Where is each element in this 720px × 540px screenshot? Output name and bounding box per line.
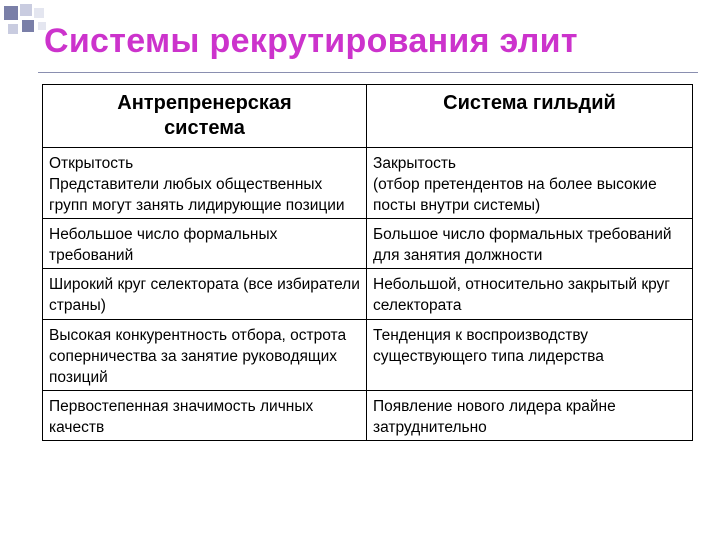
decor-square-2 — [20, 4, 32, 16]
table-cell: Высокая конкурентность отбора, острота соперничества за занятие руководящих позиций — [43, 319, 367, 390]
table-row — [43, 219, 693, 269]
table-row — [43, 319, 693, 390]
table-cell: Небольшое число формальных требований — [43, 219, 367, 269]
slide-title: Системы рекрутирования элит — [44, 22, 578, 60]
table-header-row — [43, 85, 693, 148]
table-cell: Широкий круг селектората (все избиратели страны) — [43, 269, 367, 319]
header-entrepreneurial-system: Антрепренерская система — [43, 85, 367, 148]
table-cell: Открытость Представители любых общественных групп могут занять лидирующие позиции — [43, 148, 367, 219]
decor-square-3 — [34, 8, 44, 18]
table-cell: Закрытость (отбор претендентов на более высокие посты внутри системы) — [367, 148, 693, 219]
comparison-table — [42, 84, 693, 441]
table-cell: Первостепенная значимость личных качеств — [43, 390, 367, 440]
table-cell: Тенденция к воспроизводству существующего типа лидерства — [367, 319, 693, 390]
table-row — [43, 269, 693, 319]
table-row — [43, 148, 693, 219]
decor-square-1 — [4, 6, 18, 20]
table-cell: Небольшой, относительно закрытый круг селектората — [367, 269, 693, 319]
table-row — [43, 390, 693, 440]
decor-square-4 — [8, 24, 18, 34]
table-cell: Появление нового лидера крайне затруднительно — [367, 390, 693, 440]
header-guild-system: Система гильдий — [367, 85, 693, 148]
table-cell: Большое число формальных требований для занятия должности — [367, 219, 693, 269]
title-divider — [38, 72, 698, 73]
decor-square-5 — [22, 20, 34, 32]
